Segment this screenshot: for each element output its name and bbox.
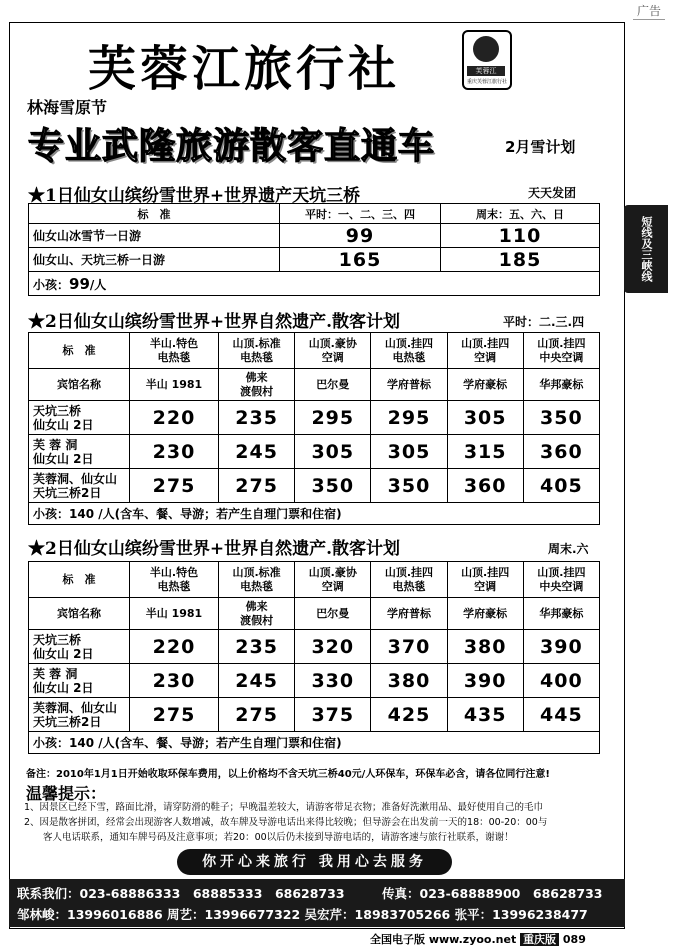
price-cell: 305	[371, 435, 447, 469]
price-cell: 185	[441, 248, 600, 272]
price-cell: 375	[295, 698, 371, 732]
table-row	[29, 698, 600, 732]
remark: 备注：2010年1月1日开始收取环保车费用，以上价格均不含天坑三桥40元/人环保车，环保车必含，请各位同行注意!	[26, 769, 550, 780]
headline: 专业武隆旅游散客直通车	[28, 126, 436, 167]
table-row	[29, 664, 600, 698]
section3-note: 周末.六	[548, 542, 589, 556]
hotel-cell: 巴尔曼	[295, 598, 371, 630]
hotel-cell: 半山 1981	[130, 369, 219, 401]
price-cell: 230	[130, 435, 219, 469]
price-cell: 445	[523, 698, 599, 732]
price-cell: 305	[447, 401, 523, 435]
standard-cell: 山顶.豪协 空调	[295, 333, 371, 369]
hotel-cell: 佛来 渡假村	[219, 369, 295, 401]
price-cell: 360	[523, 435, 599, 469]
section3-title: ★2日仙女山缤纷雪世界+世界自然遗产.散客计划	[28, 539, 400, 559]
section2-note: 平时：二.三.四	[503, 315, 585, 329]
contact-line-2: 邹林峻：13996016886 周艺：13996677322 吴宏芹：18983705266 张平：13996238477	[17, 907, 588, 922]
section2-table	[28, 332, 600, 525]
tips-list	[24, 800, 614, 845]
price-cell: 380	[447, 630, 523, 664]
table-row	[29, 469, 600, 503]
price-cell: 390	[447, 664, 523, 698]
hotel-label: 宾馆名称	[29, 598, 130, 630]
logo-text: 芙蓉江	[467, 66, 505, 76]
price-cell: 275	[219, 469, 295, 503]
price-cell: 295	[295, 401, 371, 435]
price-cell: 370	[371, 630, 447, 664]
brand-title: 芙蓉江旅行社	[88, 41, 401, 97]
price-cell: 275	[219, 698, 295, 732]
price-cell: 295	[371, 401, 447, 435]
table-row	[29, 435, 600, 469]
kid-price: 小孩：140 /人(含车、餐、导游；若产生自理门票和住宿)	[29, 503, 600, 525]
price-cell: 350	[295, 469, 371, 503]
section1-title: ★1日仙女山缤纷雪世界+世界遗产天坑三桥	[28, 186, 361, 206]
standard-cell: 山顶.挂四 空调	[447, 562, 523, 598]
page-number: 089	[562, 933, 586, 946]
route-name: 天坑三桥 仙女山 2日	[29, 401, 130, 435]
section3-table	[28, 561, 600, 754]
standard-cell: 半山.特色 电热毯	[130, 562, 219, 598]
standard-cell: 山顶.标准 电热毯	[219, 333, 295, 369]
route-name: 芙蓉洞、仙女山 天坑三桥2日	[29, 469, 130, 503]
section2-title: ★2日仙女山缤纷雪世界+世界自然遗产.散客计划	[28, 312, 400, 332]
route-name: 芙蓉洞、仙女山 天坑三桥2日	[29, 698, 130, 732]
standard-cell: 山顶.挂四 电热毯	[371, 562, 447, 598]
standard-cell: 半山.特色 电热毯	[130, 333, 219, 369]
price-cell: 275	[130, 469, 219, 503]
price-cell: 235	[219, 401, 295, 435]
table-row	[29, 224, 600, 248]
hotel-cell: 学府普标	[371, 369, 447, 401]
hotel-cell: 学府普标	[371, 598, 447, 630]
hotel-cell: 佛来 渡假村	[219, 598, 295, 630]
footer-edition: 重庆版	[520, 933, 559, 946]
table-row	[29, 503, 600, 525]
logo-small-text: 重庆芙蓉江旅行社	[466, 79, 507, 85]
tip-item: 客人电话联系，通知车牌号码及注意事项；若20：00以后仍未接到导游电话的，请游客速与旅行社联系，谢谢！	[24, 832, 514, 843]
mascot-icon	[473, 36, 499, 62]
kid-price: 小孩：99/人	[29, 272, 600, 296]
standard-cell: 山顶.挂四 中央空调	[523, 562, 599, 598]
price-cell: 320	[295, 630, 371, 664]
table-row	[29, 630, 600, 664]
hotel-cell: 华邦豪标	[523, 369, 599, 401]
price-cell: 360	[447, 469, 523, 503]
hotel-cell: 学府豪标	[447, 598, 523, 630]
tip-item: 1、因景区已经下雪，路面比滑，请穿防滑的鞋子；早晚温差较大，请游客带足衣物；准备好洗漱用品、最好使用自己的毛巾	[24, 802, 544, 813]
route-name: 仙女山、天坑三桥一日游	[29, 248, 280, 272]
std-label: 标 准	[29, 562, 130, 598]
price-cell: 99	[280, 224, 441, 248]
price-cell: 305	[295, 435, 371, 469]
price-cell: 380	[371, 664, 447, 698]
price-cell: 245	[219, 664, 295, 698]
standard-cell: 山顶.挂四 空调	[447, 333, 523, 369]
price-cell: 425	[371, 698, 447, 732]
price-cell: 390	[523, 630, 599, 664]
agency-logo	[462, 30, 512, 90]
price-cell: 165	[280, 248, 441, 272]
slogan: 你开心来旅行 我用心去服务	[177, 849, 452, 875]
price-cell: 245	[219, 435, 295, 469]
std-label: 标 准	[29, 333, 130, 369]
route-name: 天坑三桥 仙女山 2日	[29, 630, 130, 664]
standard-cell: 山顶.标准 电热毯	[219, 562, 295, 598]
price-cell: 435	[447, 698, 523, 732]
price-cell: 405	[523, 469, 599, 503]
price-cell: 110	[441, 224, 600, 248]
header-weekday: 平时：一、二、三、四	[280, 204, 441, 224]
side-tab[interactable]: 短线及三峡线	[624, 205, 668, 293]
price-cell: 230	[130, 664, 219, 698]
route-name: 芙 蓉 洞 仙女山 2日	[29, 664, 130, 698]
contact-bar	[9, 879, 625, 927]
section1-note: 天天发团	[528, 186, 577, 200]
route-name: 芙 蓉 洞 仙女山 2日	[29, 435, 130, 469]
price-cell: 275	[130, 698, 219, 732]
price-cell: 350	[371, 469, 447, 503]
contact-line-1: 联系我们：023-68886333 68885333 68628733 传真：023-68888900 68628733	[17, 886, 603, 901]
hotel-cell: 学府豪标	[447, 369, 523, 401]
ad-tag: 广告	[633, 2, 665, 20]
tip-item: 2、因是散客拼团，经常会出现游客人数增减，故车牌及导游电话出来得比较晚；但导游会在出发前一天的18：00-20：00与	[24, 817, 548, 828]
hotel-cell: 巴尔曼	[295, 369, 371, 401]
subtitle: 林海雪原节	[27, 98, 108, 117]
standard-cell: 山顶.豪协 空调	[295, 562, 371, 598]
price-cell: 220	[130, 630, 219, 664]
price-cell: 315	[447, 435, 523, 469]
footer-site[interactable]: 全国电子版 www.zyoo.net	[370, 933, 517, 946]
hotel-cell: 华邦豪标	[523, 598, 599, 630]
section1-table	[28, 203, 600, 296]
price-cell: 330	[295, 664, 371, 698]
hotel-cell: 半山 1981	[130, 598, 219, 630]
price-cell: 350	[523, 401, 599, 435]
standard-cell: 山顶.挂四 电热毯	[371, 333, 447, 369]
kid-price: 小孩：140 /人(含车、餐、导游；若产生自理门票和住宿)	[29, 732, 600, 754]
footer	[370, 931, 586, 947]
header-weekend: 周末：五、六、日	[441, 204, 600, 224]
tips-title: 温馨提示：	[26, 784, 107, 803]
plan-label: 2月雪计划	[505, 138, 576, 156]
standard-cell: 山顶.挂四 中央空调	[523, 333, 599, 369]
table-row	[29, 248, 600, 272]
header-standard: 标 准	[29, 204, 280, 224]
table-row	[29, 272, 600, 296]
price-cell: 400	[523, 664, 599, 698]
hotel-label: 宾馆名称	[29, 369, 130, 401]
table-row	[29, 401, 600, 435]
table-row	[29, 732, 600, 754]
price-cell: 220	[130, 401, 219, 435]
price-cell: 235	[219, 630, 295, 664]
route-name: 仙女山冰雪节一日游	[29, 224, 280, 248]
